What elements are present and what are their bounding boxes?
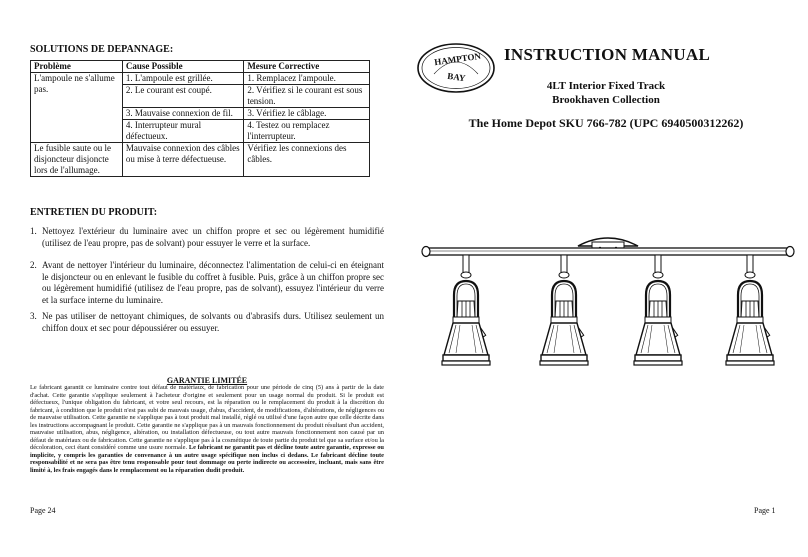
cause-cell: Mauvaise connexion des câbles ou mise à terre défectueuse. (122, 143, 243, 177)
table-row (31, 143, 370, 177)
maintenance-item-1 (30, 226, 384, 249)
item-number: 3. (30, 311, 37, 321)
page-number-right: Page 1 (754, 506, 776, 515)
header-cause: Cause Possible (122, 61, 243, 73)
warranty-title: GARANTIE LIMITÉE (166, 376, 248, 385)
fix-cell: Vérifiez les connexions des câbles. (244, 143, 370, 177)
table-header-row (31, 61, 370, 73)
cause-cell: 4. Interrupteur mural défectueux. (122, 120, 243, 143)
warranty-body (30, 384, 384, 475)
logo-text-bottom: BAY (446, 70, 467, 84)
right-page (404, 0, 808, 557)
problem-cell: Le fusible saute ou le disjoncteur disjoncte lors de l'allumage. (31, 143, 123, 177)
product-name: 4LT Interior Fixed Track (546, 80, 666, 92)
warranty-disclaimer: Le fabricant ne garantit pas et décline toute autre garantie, expresse ou implicite, y compris les garanties de convenance à un autre usage spécifique non inclus ci dedans. Le fabricant décline toute responsabilité et ne sera pas être tenu responsable pour tout dommage ou perte indirecte ou accessoire, incluant, mais sans être limité à, les frais engagés dans le remplacement ou la réparation dudit produit. (30, 444, 384, 475)
table-row (31, 73, 370, 85)
cause-cell: 1. L'ampoule est grillée. (122, 73, 243, 85)
track-fixture-illustration (418, 228, 798, 378)
item-number: 1. (30, 226, 37, 236)
maintenance-item-3 (30, 311, 384, 334)
fix-cell: 1. Remplacez l'ampoule. (244, 73, 370, 85)
item-text: Nettoyez l'extérieur du luminaire avec un chiffon propre et sec ou légèrement humidifié (utilisez de l'eau propre, pas de solvant) pour essuyer le verre et la surface. (42, 226, 384, 248)
warranty-text: Le fabricant garantit ce luminaire contre tout défaut de matériaux, de fabrication pour une période de cinq (5) ans à partir de la date d'achat. Cette garantie s'applique seulement à l'acheteur d'origine et seulement pour un usage normal du produit. Si le produit est défectueux, l'unique obligation du fabricant, et votre seul recours, est la réparation ou le remplacement du produit à la discrétion du fabricant, à condition que le produit n'est pas subi de mauvais usage, d'abus, d'accident, de modifications, d'altérations, de négligences ou de mauvaise utilisation. Cette garantie ne s'applique pas à tout produit mal installé, réglé ou utilisé d'une façon autre que celle décrite dans les instructions accompagnant le produit. Cette garantie ne s'applique pas à un mauvais fonctionnement du produit résultant d'un accident, mauvaise utilisation, abus, négligence, altération, ou installation défectueuse, ou tout autre mauvais fonctionnement non causé par un défaut de matériaux ou de fabrication. Cette garantie ne s'applique pas à la cosmétique de toute partie du produit tel que sa surface et/ou la décoloration, ceci étant considéré comme une usure normale. (30, 384, 384, 452)
troubleshooting-table (30, 60, 370, 177)
cause-cell: 3. Mauvaise connexion de fil. (122, 108, 243, 120)
item-text: Avant de nettoyer l'intérieur du luminaire, déconnectez l'alimentation de celui-ci en éteignant le disjoncteur ou en enlevant le fusible du coffret à fusible. Puis, grâce à un chiffon propre sec ou légèrement humidifié (utilisez de l'eau propre, pas de solvant), essuyez l'intérieur du verre et la surface interne du luminaire. (42, 260, 384, 305)
item-text: Ne pas utiliser de nettoyant chimiques, de solvants ou d'abrasifs durs. Utilisez seulement un chiffon doux et sec pour dépoussiérer ou essuyer. (42, 311, 384, 333)
problem-cell: L'ampoule ne s'allume pas. (31, 73, 123, 143)
maintenance-heading: ENTRETIEN DU PRODUIT: (30, 207, 158, 218)
item-number: 2. (30, 260, 37, 270)
troubleshooting-heading: SOLUTIONS DE DEPANNAGE: (30, 44, 174, 55)
collection-name: Brookhaven Collection (552, 94, 660, 106)
page-number-left: Page 24 (30, 506, 56, 515)
manual-title: INSTRUCTION MANUAL (504, 45, 711, 64)
sku-line: The Home Depot SKU 766-782 (UPC 6940500312262) (468, 116, 744, 130)
header-fix: Mesure Corrective (244, 61, 370, 73)
fix-cell: 2. Vérifiez si le courant est sous tension. (244, 85, 370, 108)
maintenance-item-2 (30, 260, 384, 306)
cause-cell: 2. Le courant est coupé. (122, 85, 243, 108)
logo-text-top: HAMPTON (433, 50, 482, 68)
fix-cell: 3. Vérifiez le câblage. (244, 108, 370, 120)
header-problem: Problème (31, 61, 123, 73)
fix-cell: 4. Testez ou remplacez l'interrupteur. (244, 120, 370, 143)
